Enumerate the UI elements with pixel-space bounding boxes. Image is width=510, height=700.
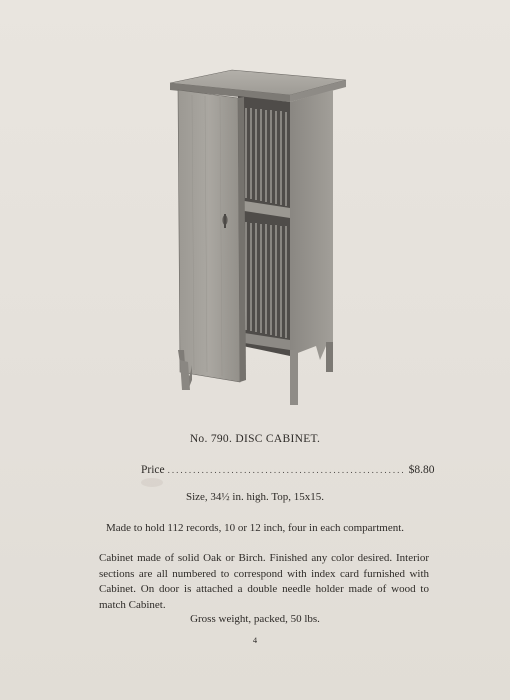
price-label: Price — [141, 464, 165, 476]
product-capacity: Made to hold 112 records, 10 or 12 inch, four in each compartment. — [105, 522, 405, 534]
price-row — [141, 464, 435, 476]
disc-cabinet-photo — [150, 60, 360, 410]
product-title: No. 790. DISC CABINET. — [189, 433, 321, 445]
product-size: Size, 34½ in. high. Top, 15x15. — [185, 491, 325, 503]
product-weight: Gross weight, packed, 50 lbs. — [190, 613, 320, 625]
paper-smudge — [141, 478, 163, 487]
page-number: 4 — [252, 635, 258, 645]
price-leader-dots: ........................................................ — [167, 465, 406, 475]
price-value: $8.80 — [408, 464, 435, 476]
product-description: Cabinet made of solid Oak or Birch. Finished any color desired. Interior sections are all numbered to correspond with index card furnished with Cabinet. On door is attached a double needle holder made of wood to match Cabinet. — [99, 552, 429, 611]
